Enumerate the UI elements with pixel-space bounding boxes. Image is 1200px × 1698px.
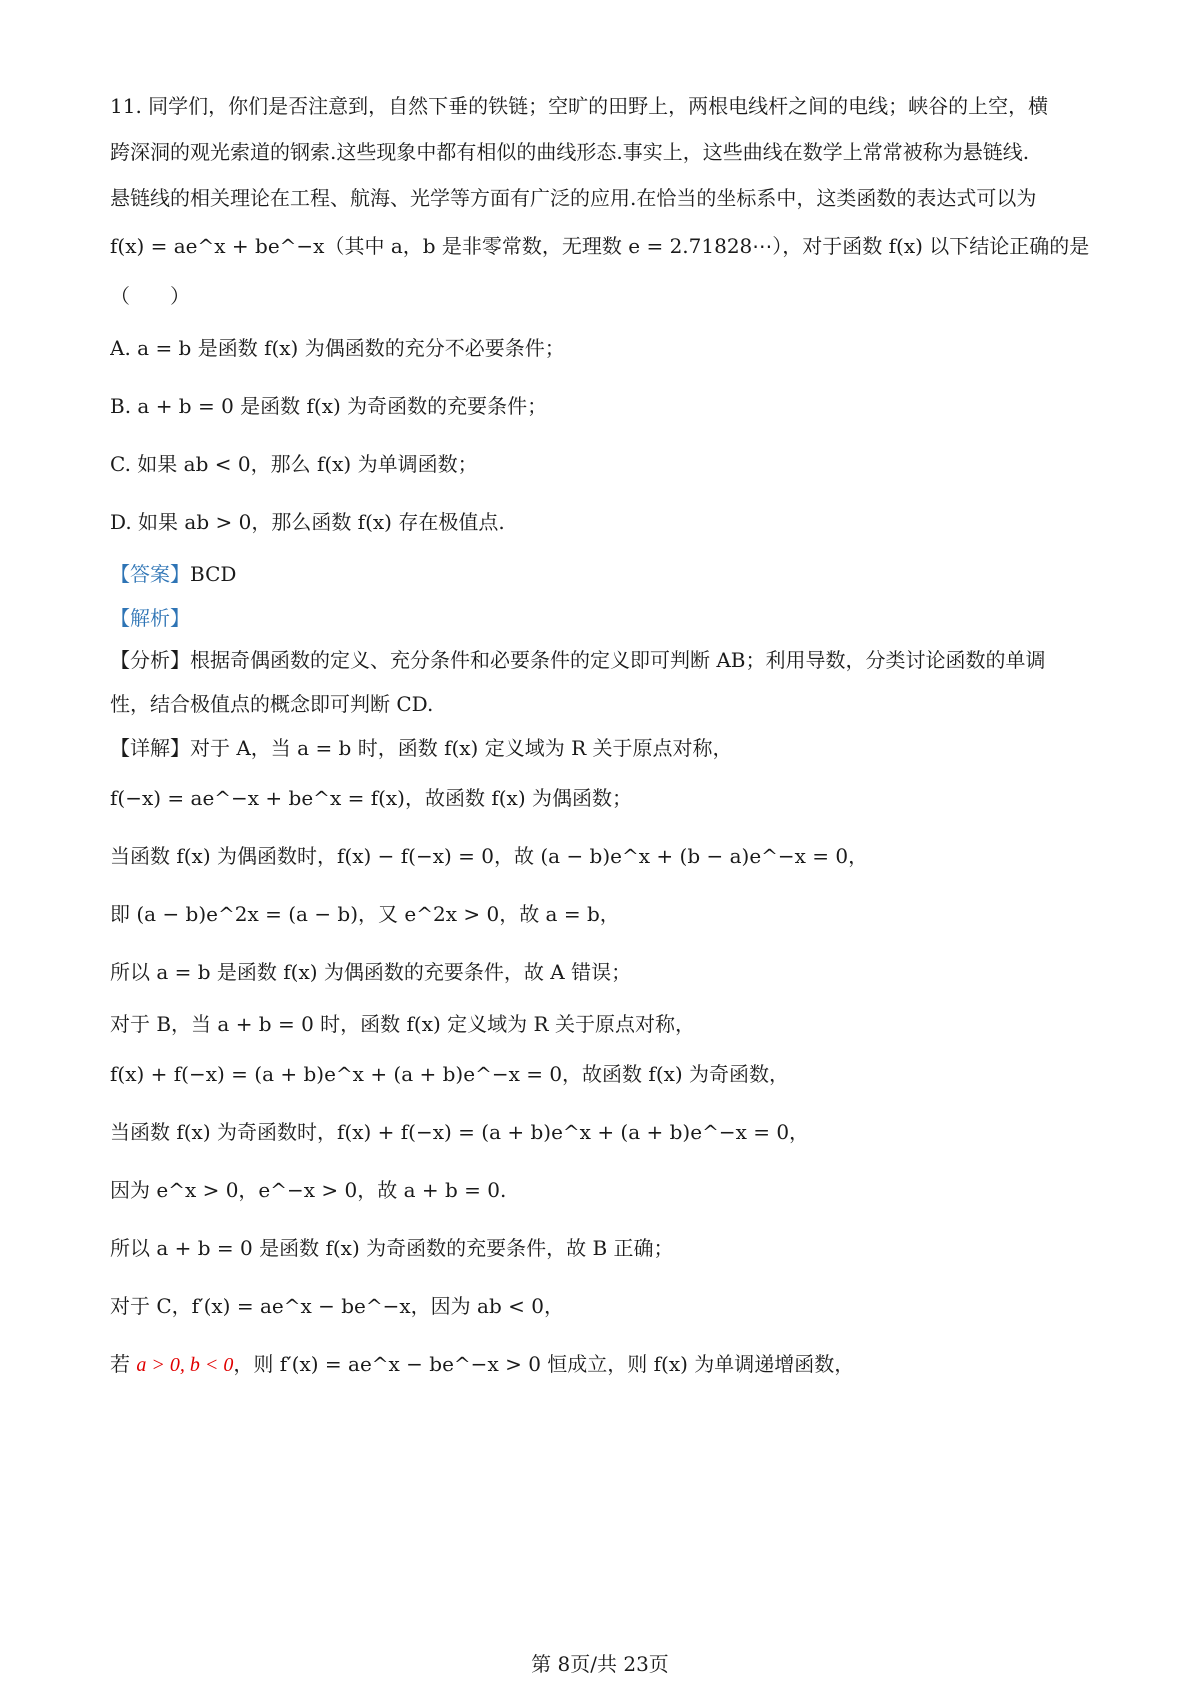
detail-line-7: f(x) + f(−x) = (a + b)e^x + (a + b)e^−x = 0，故函数 f(x) 为奇函数， [110,1062,790,1086]
fenxi-tag: 【分析】 [110,648,190,672]
detail-line-8: 当函数 f(x) 为奇函数时，f(x) + f(−x) = (a + b)e^x + (a + b)e^−x = 0， [110,1120,810,1144]
detail-line-11: 对于 C，f′(x) = ae^x − be^−x，因为 ab < 0， [110,1294,564,1318]
fenxi-text-1: 根据奇偶函数的定义、充分条件和必要条件的定义即可判断 AB；利用导数，分类讨论函数的单调 [190,648,1046,672]
answer-tag: 【答案】 [110,562,190,586]
detail-line-10: 所以 a + b = 0 是函数 f(x) 为奇函数的充要条件，故 B 正确； [110,1236,674,1260]
detail-12-prefix: 若 [110,1352,137,1376]
answer-line [110,560,1100,588]
detail-line-2: f(−x) = ae^−x + be^x = f(x)，故函数 f(x) 为偶函数； [110,786,632,810]
detail-line-4: 即 (a − b)e^2x = (a − b)，又 e^2x > 0，故 a = b， [110,902,620,926]
option-b: B. a + b = 0 是函数 f(x) 为奇函数的充要条件； [110,394,548,418]
fenxi-line-2: 性，结合极值点的概念即可判断 CD. [110,692,434,716]
option-a: A. a = b 是函数 f(x) 为偶函数的充分不必要条件； [110,336,565,360]
detail-line-9: 因为 e^x > 0，e^−x > 0，故 a + b = 0. [110,1178,507,1202]
question-stem-line-1: 11. 同学们，你们是否注意到，自然下垂的铁链；空旷的田野上，两根电线杆之间的电线；峡谷的上空，横 [110,94,1049,118]
question-stem-line-4: f(x) = ae^x + be^−x（其中 a，b 是非零常数，无理数 e = 2.71828⋯），对于函数 f(x) 以下结论正确的是 [110,234,1090,258]
detail-12-rest: ，则 f′(x) = ae^x − be^−x > 0 恒成立，则 f(x) 为单调递增函数， [233,1352,855,1376]
page-footer: 第 8页/共 23页 [531,1652,669,1676]
detail-text-1: 对于 A，当 a = b 时，函数 f(x) 定义域为 R 关于原点对称， [190,736,733,760]
detail-12-highlight: a > 0, b < 0 [136,1354,234,1376]
answer-value: BCD [190,562,237,586]
detail-line-3: 当函数 f(x) 为偶函数时，f(x) − f(−x) = 0，故 (a − b)e^x + (b − a)e^−x = 0， [110,844,869,868]
detail-line-1 [110,734,1100,762]
question-stem-line-5: （ ） [110,284,190,308]
question-stem-line-3: 悬链线的相关理论在工程、航海、光学等方面有广泛的应用.在恰当的坐标系中，这类函数的表达式可以为 [110,186,1037,210]
option-c: C. 如果 ab < 0，那么 f(x) 为单调函数； [110,452,478,476]
detail-tag: 【详解】 [110,736,190,760]
detail-line-6: 对于 B，当 a + b = 0 时，函数 f(x) 定义域为 R 关于原点对称， [110,1012,695,1036]
detail-line-12 [110,1350,1100,1379]
option-d: D. 如果 ab > 0，那么函数 f(x) 存在极值点. [110,510,505,534]
analysis-line [110,604,1100,632]
detail-line-5: 所以 a = b 是函数 f(x) 为偶函数的充要条件，故 A 错误； [110,960,632,984]
question-stem-line-2: 跨深洞的观光索道的钢索.这些现象中都有相似的曲线形态.事实上，这些曲线在数学上常常被称为悬链线. [110,140,1030,164]
analysis-tag: 【解析】 [110,606,190,630]
fenxi-line-1 [110,646,1100,674]
